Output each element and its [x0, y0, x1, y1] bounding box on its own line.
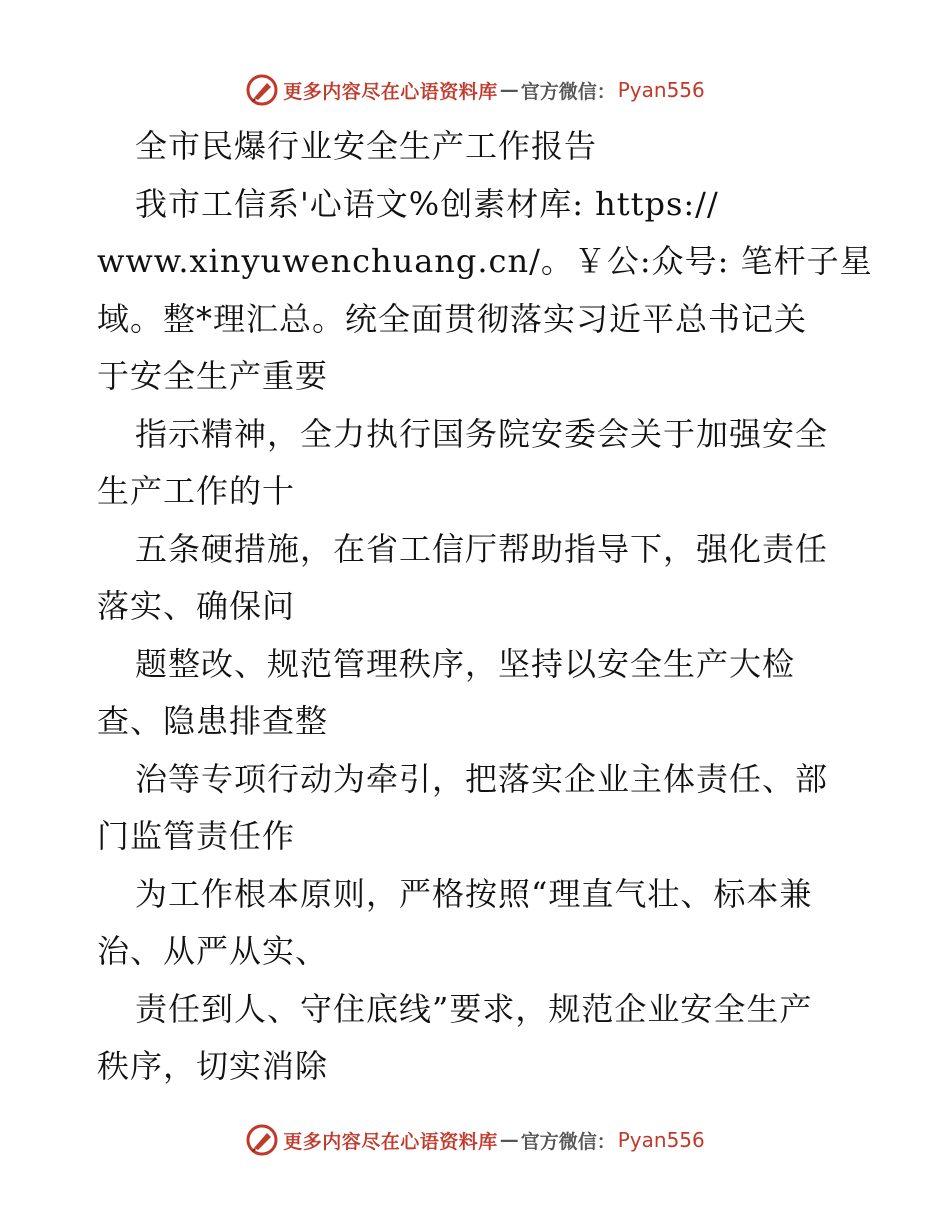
paragraph-line: 五条硬措施，在省工信厅帮助指导下，强化责任	[135, 529, 829, 568]
paragraph-line: 责任到人、守住底线”要求，规范企业安全生产	[135, 989, 813, 1028]
banner-promo-text: 更多内容尽在心语资料库	[283, 80, 498, 103]
paragraph-line: 治、从严从实、	[97, 932, 329, 970]
paragraph-line: 为工作根本原则，严格按照“理直气壮、标本兼	[135, 874, 813, 913]
document-title: 全市民爆行业安全生产工作报告	[135, 127, 598, 165]
paragraph-line: www.xinyuwenchuang.cn/。￥公:众号: 笔杆子星	[97, 242, 873, 280]
paragraph-line: 查、隐患排查整	[97, 702, 329, 740]
banner-wechat-id: Pyan556	[617, 1128, 705, 1152]
pen-logo-icon	[245, 1123, 279, 1157]
paragraph-line: 题整改、规范管理秩序，坚持以安全生产大检	[135, 644, 796, 683]
paragraph-line: 门监管责任作	[97, 817, 296, 855]
paragraph-line: 落实、确保问	[97, 587, 296, 625]
paragraph-line: 我市工信系'心语文%创素材库: https://	[135, 184, 719, 223]
banner-promo-text: 更多内容尽在心语资料库	[283, 1130, 498, 1153]
banner-wechat-id: Pyan556	[617, 78, 705, 102]
paragraph-line: 秩序，切实消除	[97, 1047, 329, 1085]
paragraph-line: 生产工作的十	[97, 472, 296, 510]
paragraph-line: 指示精神，全力执行国务院安委会关于加强安全	[135, 414, 829, 453]
document-body	[97, 118, 873, 1096]
footer-banner	[0, 1120, 950, 1160]
header-banner	[0, 70, 950, 110]
banner-official-label: 官方微信：	[520, 80, 616, 103]
paragraph-line: 于安全生产重要	[97, 357, 329, 395]
paragraph-line: 域。整*理汇总。统全面贯彻落实习近平总书记关	[97, 299, 808, 338]
banner-official-label: 官方微信：	[520, 1130, 616, 1153]
pen-logo-icon	[245, 73, 279, 107]
banner-dash: —	[499, 1129, 519, 1151]
paragraph-line: 治等专项行动为牵引，把落实企业主体责任、部	[135, 759, 829, 798]
banner-dash: —	[499, 79, 519, 101]
